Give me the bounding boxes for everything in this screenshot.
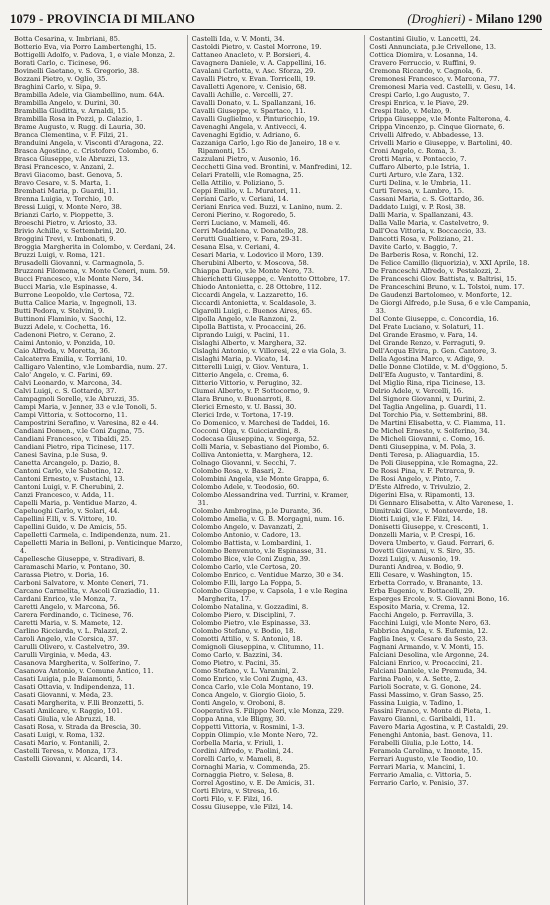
directory-entry: Candiani Domen., v.le Coni Zugna, 75. (14, 427, 145, 435)
directory-entry: De Gaudenzi Bartolomeo, v. Monforte, 12. (369, 291, 512, 299)
directory-entry: Dell'Efa Augusto, v. Tantardini, 8. (369, 371, 484, 379)
directory-entry: De Barberis Rosa, v. Ronchi, 12. (369, 251, 479, 259)
directory-entry: Brambilla Angelo, v. Durini, 30. (14, 99, 121, 107)
directory-entry: Colombini Angela, v.le Monte Grappa, 6. (191, 475, 330, 483)
directory-entry: Correl Agostino, v. E. De Amicis, 31. (191, 779, 315, 787)
directory-entry: Bottigelli Adolfo, v. Padova, 1, e viale Monza, 2. (14, 51, 176, 59)
directory-entry: De Poli Giuseppina, v.le Romagna, 22. (369, 459, 499, 467)
directory-entry: Bravi Giacomo, bast. Genova, 5. (14, 171, 123, 179)
directory-entry: Cipolla Angelo, v.le Ranzoni, 2. (191, 315, 297, 323)
directory-entry: Colombo Bice, v.le Coni Zugna, 39. (191, 555, 311, 563)
directory-entry: Cazzulani Pietro, v. Ausonio, 16. (191, 155, 301, 163)
directory-entry: Comignoli Giuseppina, v. Clitumno, 11. (191, 643, 324, 651)
directory-entry: Cattaneo Anacleto, v. P. Borsieri, 4. (191, 51, 311, 59)
directory-entry: Fassini Franco, v. Monte di Pieta, 1. (369, 707, 491, 715)
directory-entry: Ferrario Carlo, v. Penisio, 37. (369, 779, 469, 787)
directory-entry: Cecchetti Gina ved. Brontini, v. Manfredini, 12. (191, 163, 353, 171)
directory-entry: Della Agostina Marco, v. Adige, 9. (369, 355, 485, 363)
directory-entry: Erba Eugenio, v. Bottacelli, 29. (369, 587, 475, 595)
directory-entry: Cossu Giuseppe, v.le Filzi, 14. (191, 803, 293, 811)
directory-entry: Como Enrico, v.le Coni Zugna, 43. (191, 675, 308, 683)
directory-entry: Como Carlo, v. Bazzini, 34. (191, 651, 283, 659)
city-range: Milano 1290 (475, 12, 542, 26)
directory-entry: Cavalli Achille, c. Vercelli, 27. (191, 91, 293, 99)
directory-entry: Denti Giuseppina, v. M. Pola, 3. (369, 443, 476, 451)
directory-entry: Cavagnera Daniele, v. A. Cappellini, 16. (191, 59, 327, 67)
directory-entry: Caramaschi Mario, v. Pontano, 30. (14, 563, 131, 571)
directory-entry: Caio Alfreda, v. Moretta, 36. (14, 347, 111, 355)
directory-entry: Erbetta Corrado, v. Branante, 13. (369, 579, 483, 587)
directory-entry: Casati Giovanni, v. Meda, 23. (14, 691, 113, 699)
directory-entry: Ferabelli Giulia, p.le Lotto, 14. (369, 739, 474, 747)
directory-entry: Castoldi Pietro, v. Castel Morrone, 19. (191, 43, 322, 51)
directory-entry: Burrone Leopoldo, v.le Certosa, 72. (14, 291, 135, 299)
directory-entry: Bruzzoni Filomena, v. Monte Ceneri, num. 59. (14, 267, 170, 275)
directory-entry: Crespi Carlo, l.go Augusto, 7. (369, 91, 470, 99)
directory-entry: Colombo Benvenuto, v.le Espinasse, 31. (191, 547, 327, 555)
directory-entry: Cavalani Carlotta, v. Asc. Sforza, 29. (191, 67, 316, 75)
directory-entry: Brembati Maria, p. Guardi, 11. (14, 187, 119, 195)
directory-entry: Coppetti Vittoria, v. Rosmini, 1-3. (191, 723, 305, 731)
directory-entry: Cavalli Donato, v. L. Spallanzani, 16. (191, 99, 316, 107)
directory-entry: De Franceschini Bruno, v. L. Tolstoi, num. 17. (369, 283, 525, 291)
directory-entry: Canzi Francesco, v. Adda, 11. (14, 491, 114, 499)
directory-entry: Como Pietro, v. Pacini, 35. (191, 659, 281, 667)
directory-entry: Candiani Pietro, ripa Ticinese, 117. (14, 443, 135, 451)
directory-entry: Favaro Gianni, c. Garibaldi, 11. (369, 715, 476, 723)
directory-entry: Elli Cesare, v. Washington, 15. (369, 571, 473, 579)
directory-entry: Casati Giulia, v.le Abruzzi, 18. (14, 715, 116, 723)
directory-entry: Cazzaniga Carlo, l.go Rio de Janeiro, 18 e v. Ripamonti, 15. (191, 139, 341, 155)
directory-entry: Fassi Massimo, v. Gran Sasso, 25. (369, 691, 484, 699)
directory-entry: Brusadelli Giovanni, v. Carmagnola, 5. (14, 259, 145, 267)
directory-entry: Cooperativa S. Filippo Neri, v.le Monza, 229. (191, 707, 344, 715)
directory-entry: Dall'Oca Vittoria, v. Boccaccio, 33. (369, 227, 487, 235)
directory-entry: Colombo Adele, v. Teodosio, 60. (191, 483, 300, 491)
directory-entry: Ciccardi Angela, v. Lazzaretto, 16. (191, 291, 309, 299)
directory-entry: Curti Arturo, v.le Zara, 132. (369, 171, 464, 179)
directory-entry: Diotti Luigi, v.le F. Filzi, 14. (369, 515, 463, 523)
directory-entry: Crippa Giuseppe, v.le Monte Falterona, 4. (369, 115, 511, 123)
directory-entry: Cerri Maddalena, v. Donatello, 28. (191, 227, 309, 235)
directory-entry: Castelli Giovanni, v. Alcardi, 14. (14, 755, 123, 763)
directory-entry: Cherubini Alberto, v. Moscova, 58. (191, 259, 309, 267)
directory-entry: Corti Elvira, v. Stresa, 16. (191, 787, 280, 795)
directory-entry: Colombo Alessandrina ved. Turrini, v. Kramer, 31. (191, 491, 349, 507)
directory-entry: Colombo Pietro, v.le Espinasse, 33. (191, 619, 311, 627)
directory-entry: Del Grande Renzo, v. Ferraguti, 9. (369, 339, 486, 347)
directory-entry: Cantoni Ernesto, v. Fustachi, 13. (14, 475, 125, 483)
directory-entry: Canetta Arcangelo, p. Dazio, 8. (14, 459, 120, 467)
directory-entry: Ceppi Emilio, v. L. Muratori, 11. (191, 187, 301, 195)
directory-entry: Brambilla Rosa in Pozzi, p. Calazio, 1. (14, 115, 143, 123)
directory-entry: Falciani Desolina, v.le Argonne, 24. (369, 651, 489, 659)
directory-entry: Cislaghi Maria, p. Vicato, 14. (191, 355, 291, 363)
category-label: (Droghieri) (407, 12, 466, 26)
directory-entry: Capelli Maria, p. Ventidue Marzo, 4. (14, 499, 138, 507)
directory-entry: Facchini Luigi, v.le Monte Nero, 63. (369, 619, 491, 627)
directory-entry: Bucci Francesco, v.le Monte Nero, 34. (14, 275, 144, 283)
directory-entry: Corelli Carlo, v. Mameli, 8. (191, 755, 283, 763)
directory-entry: Campi Maria, v. Jenner, 33 e v.le Tonoli, 5. (14, 403, 157, 411)
directory-entry: Brasi Francesco, v. Anzani, 2. (14, 163, 115, 171)
directory-entry: Costantini Giulio, v. Lancetti, 24. (369, 35, 481, 43)
directory-entry: Carlino Ricciarda, v. L. Palazzi, 2. (14, 627, 128, 635)
directory-entry: Bozzani Pietro, v. Oglio, 35. (14, 75, 108, 83)
directory-entry: Butti Pedora, v. Stelvini, 9. (14, 307, 105, 315)
directory-entry: Di Gennaro Elisabetta, v. Alto Varenese, 1. (369, 499, 514, 507)
directory-entry: Carcano Carmelita, v. Ascoli Graziadio, 11. (14, 587, 160, 595)
directory-entry: De Franceschi Giov. Battista, v. Baltrisi, 15. (369, 275, 517, 283)
page-header (10, 9, 542, 30)
directory-entry: Bucci Maria, v.le Espinasse, 4. (14, 283, 118, 291)
directory-entry: Ciprando Luigi, v. Pacini, 11. (191, 331, 290, 339)
directory-entry: Bravo Cesare, v. S. Marta, 1. (14, 179, 112, 187)
directory-entry: Cesari Maria, v. Lodovico il Moro, 139. (191, 251, 324, 259)
directory-entry: Colombo Carlo, v.le Certosa, 20. (191, 563, 302, 571)
directory-entry: Botta Cesarina, v. Imbriani, 85. (14, 35, 120, 43)
directory-entry: Farina Paolo, v. A. Sette, 2. (369, 675, 461, 683)
column-1 (10, 35, 187, 905)
directory-entry: Cottica Diomira, v. Losanna, 14. (369, 51, 478, 59)
directory-entry: Cornaggia Pietro, v. Selesa, 8. (191, 771, 294, 779)
directory-entry: Capellini F.lli, v. S. Vittore, 10. (14, 515, 117, 523)
directory-entry: Del Grande Erasmo, v. Fara, 14. (369, 331, 478, 339)
directory-entry: Buzzi Adele, v. Cochetta, 16. (14, 323, 111, 331)
directory-entry: De Giorgi Alfredo, p.le Susa, 6 e v.le Campania, 33. (369, 299, 531, 315)
directory-entry: Bovinelli Gaetano, v. S. Gregorio, 38. (14, 67, 140, 75)
directory-entry: Denti Teresa, p. Aliaguardia, 15. (369, 451, 480, 459)
directory-entry: Faglia Ines, v. Cesare da Sesto, 23. (369, 635, 488, 643)
directory-entry: Casati Ottavia, v. Indipendenza, 11. (14, 683, 135, 691)
directory-entry: Del Frate Luciano, v. Solaturi, 11. (369, 323, 484, 331)
directory-entry: Cordini Alfredo, v. Paolini, 24. (191, 747, 294, 755)
directory-entry: Braghini Carlo, v. Sipa, 9. (14, 83, 101, 91)
directory-entry: Carera Ferdinando, c. Ticinese, 76. (14, 611, 134, 619)
directory-entry: Clerici Ernesto, v. U. Bassi, 30. (191, 403, 297, 411)
directory-entry: Capeluoghi Carlo, v. Solari, 44. (14, 507, 120, 515)
directory-entry: Caretti Angelo, v. Marcona, 56. (14, 603, 120, 611)
directory-entry: Colliva Antonietta, v. Marghera, 12. (191, 451, 313, 459)
directory-entry: Del Torchio Pia, v. Settembrini, 88. (369, 411, 488, 419)
directory-entry: Dalli Maria, v. Spallanzani, 43. (369, 211, 474, 219)
directory-entry: Conti Angelo, v. Oroboni, 8. (191, 699, 286, 707)
directory-entry: Brame Augusto, v. Rugg. di Lauria, 30. (14, 123, 146, 131)
directory-entry: De Rossi Pina, v. F. Petrarca, 9. (369, 467, 475, 475)
directory-entry: Calcaterra Emilia, v. Torriani, 10. (14, 355, 128, 363)
directory-entry: Colombo Enrico, c. Ventidue Marzo, 30 e 34. (191, 571, 344, 579)
directory-entry: Caroli Angelo, v.le Corsica, 37. (14, 635, 119, 643)
directory-entry: Coppa Anna, v.le Bligny, 30. (191, 715, 287, 723)
directory-entry: Brasca Agostino, c. Cristoforo Colombo, 6. (14, 147, 159, 155)
directory-entry: Colombo Giuseppe, v. Capsola, 1 e v.le Regina Margherita, 17. (191, 587, 348, 603)
directory-entry: Colombo F.lli, largo La Foppa, 5. (191, 579, 302, 587)
directory-entry: Carboni Salvatore, v. Monte Ceneri, 71. (14, 579, 149, 587)
header-separator: - (39, 12, 47, 26)
directory-entry: Calligaro Valentino, v.le Lombardia, num. 27. (14, 363, 168, 371)
directory-entry: Cavalli Giuseppe, v. Spartaco, 11. (191, 107, 306, 115)
directory-entry: Codecasa Giuseppina, v. Sogerga, 52. (191, 435, 320, 443)
directory-entry: Casati Mario, v. Fontanili, 2. (14, 739, 110, 747)
directory-entry: Crippa Vincenzo, p. Cinque Giornate, 6. (369, 123, 505, 131)
directory-entry: Citterio Vittorio, v. Perugino, 32. (191, 379, 303, 387)
province-title: PROVINCIA DI MILANO (46, 12, 196, 26)
directory-entry: Cravero Ferruccio, v. Ruffini, 9. (369, 59, 477, 67)
directory-entry: De Felice Camillo (liquorizia), v. XXI Aprile, 18. (369, 259, 530, 267)
directory-entry: Croni Angelo, c. Roma, 3. (369, 147, 457, 155)
directory-entry: Colombo Amelia, v. G. B. Morgagni, num. 16. (191, 515, 345, 523)
directory-entry: Cislaghi Alberto, v. Marghera, 32. (191, 339, 307, 347)
directory-entry: Del Taglia Angelina, p. Guardi, 11. (369, 403, 487, 411)
directory-entry: Campagnoli Sorelle, v.le Abruzzi, 35. (14, 395, 139, 403)
directory-entry: Delle Donne Clotilde, v. M. d'Oggiono, 5. (369, 363, 508, 371)
directory-entry: Ferrari Augusto, v.le Teodio, 10. (369, 755, 479, 763)
directory-entry: Ceroni Pierino, v. Rogoredo, 5. (191, 211, 296, 219)
directory-entry: Colombo Angelo, v. Davanzati, 2. (191, 523, 304, 531)
directory-entry: Caimi Antonio, v. Ponzida, 10. (14, 339, 116, 347)
directory-entry: Coppin Olimpio, v.le Monte Nero, 72. (191, 731, 318, 739)
directory-entry: Dovera Umberto, v. Gaud. Ferrari, 6. (369, 539, 495, 547)
directory-entry: Cavenaghi Egidio, v. Adriano, 6. (191, 131, 301, 139)
directory-entry: Castelli Teresa, v. Monza, 173. (14, 747, 118, 755)
directory-entry: Esperges Ercole, v. S. Giovanni Bono, 16. (369, 595, 510, 603)
directory-entry: Dozzi Luigi, v. Ausonio, 19. (369, 555, 461, 563)
directory-entry: Cigarolli Luigi, c. Buenos Aires, 65. (191, 307, 313, 315)
directory-entry: Cremonesi Maria ved. Castelli, v. Gesu, 14. (369, 83, 516, 91)
directory-entry: Botterio Eva, via Porro Lambertenghi, 15. (14, 43, 157, 51)
directory-entry: Campostrini Serafino, v. Varesina, 82 e 44. (14, 419, 159, 427)
directory-entry: Comotti Attilio, v. S. Antonio, 18. (191, 635, 303, 643)
listing-columns (10, 35, 542, 905)
directory-entry: Castelli Ida, v. V. Monti, 34. (191, 35, 285, 43)
directory-entry: De Franceschi Alfredo, v. Pestalozzi, 2. (369, 267, 502, 275)
directory-entry: Cremona Riccardo, v. Cagnola, 6. (369, 67, 483, 75)
directory-entry: Cavalli Guglielmo, v. Pinturicchio, 19. (191, 115, 320, 123)
directory-entry: Del Conte Giuseppe, c. Concordia, 16. (369, 315, 499, 323)
directory-entry: Crivelli Alfredo, v. Abbadesse, 13. (369, 131, 484, 139)
directory-entry: Dovetti Giovanni, v. S. Siro, 35. (369, 547, 476, 555)
directory-entry: Ciccardi Antonietta, v. Scaldasole, 3. (191, 299, 317, 307)
directory-entry: Capellini Guido, v. De Amicis, 55. (14, 523, 127, 531)
directory-entry: Brambilla Adele, via Giambellino, num. 64A. (14, 91, 165, 99)
page-number: 1079 (10, 12, 36, 26)
directory-entry: Ferrario Amalia, c. Vittoria, 5. (369, 771, 472, 779)
directory-entry: Celari Fratelli, v.le Romagna, 25. (191, 171, 304, 179)
directory-entry: Clerici Irde, v. Tortona, 17-19. (191, 411, 294, 419)
directory-entry: Conca Carlo, v.le Cola Montano, 19. (191, 683, 314, 691)
directory-entry: Colombo Antonio, v. Cadore, 13. (191, 531, 302, 539)
directory-entry: D'Este Alfredo, v. Trivulzio, 2. (369, 483, 471, 491)
directory-entry: Colnago Giovanni, v. Secchi, 7. (191, 459, 297, 467)
directory-entry: Costi Annunciata, p.le Crivellone, 13. (369, 43, 496, 51)
directory-entry: De Michel Ernesto, v. Solferino, 34. (369, 427, 490, 435)
directory-entry: Broeschi Pietro, v. Ariosto, 33. (14, 219, 118, 227)
directory-entry: Facchi Angelo, p. Ferravilla, 3. (369, 611, 474, 619)
directory-entry: Curti Delina, v. le Umbria, 11. (369, 179, 471, 187)
column-3 (364, 35, 542, 905)
directory-entry: Citterelli Luigi, v. Giov. Ventura, 1. (191, 363, 309, 371)
directory-entry: Crespi Enrica, v. le Piave, 29. (369, 99, 469, 107)
directory-entry: Colombo Piero, v. Disciplini, 7. (191, 611, 296, 619)
directory-entry: Davite Carlo, v. Baggio, 7. (369, 243, 458, 251)
directory-entry: Broggia Margherita in Colombo, v. Cerdani, 24. (14, 243, 176, 251)
directory-entry: Cuffaro Alberto, p.le Istria, 1. (369, 163, 470, 171)
directory-entry: De Micheli Giovanni, c. Como, 16. (369, 435, 485, 443)
directory-entry: Butta Calice Maria, v. Ingegnoli, 13. (14, 299, 137, 307)
directory-entry: Capelletti Maria in Belloni, p. Venticinque Marzo, 4. (14, 539, 183, 555)
directory-entry: Broggini Trevi, v. Imbonati, 9. (14, 235, 116, 243)
directory-entry: Branduini Angela, v. Visconti d'Aragona, 22. (14, 139, 164, 147)
directory-entry: Cantoni Carlo, v.le Sabotino, 12. (14, 467, 124, 475)
directory-entry: Cardani Enrico, v.le Monza, 7. (14, 595, 117, 603)
directory-entry: Bruzzi Luigi, v. Roma, 121. (14, 251, 106, 259)
directory-entry: Clara Bruno, v. Buonarroti, 8. (191, 395, 292, 403)
directory-entry: Chiodo Antonietta, c. 28 Ottobre, 112. (191, 283, 322, 291)
directory-entry: Farioli Socrate, v. G. Gonone, 24. (369, 683, 482, 691)
directory-entry: Corti Filo, v. F. Filzi, 16. (191, 795, 273, 803)
directory-entry: Fagnani Armando, v. V. Monti, 15. (369, 643, 484, 651)
directory-entry: Del Miglio Rina, ripa Ticinese, 13. (369, 379, 486, 387)
directory-entry: Calvi Luigi, c. S. Gottardo, 37. (14, 387, 117, 395)
directory-entry: Cislaghi Antonio, v. Villoresi, 22 e via Gola, 3. (191, 347, 347, 355)
directory-entry: Casanova Margherita, v. Solferino, 7. (14, 659, 141, 667)
directory-entry: Canesi Savina, p.le Susa, 9. (14, 451, 108, 459)
directory-entry: Ciumei Alberto, v. P. Sottocorno, 9. (191, 387, 310, 395)
directory-entry: Cavalletti Agenore, v. Cenisio, 68. (191, 83, 307, 91)
header-separator-right: - (468, 12, 476, 26)
directory-entry: Casati Rosa, v. Strada da Brescia, 30. (14, 723, 141, 731)
directory-entry: Ferrari Maria, v. Mancini, 1. (369, 763, 466, 771)
directory-entry: Carulli Olivero, v. Castelvetro, 39. (14, 643, 130, 651)
directory-entry: Esposito Maria, v. Crema, 12. (369, 603, 470, 611)
directory-entry: Dimitraki Giov., v. Monteverde, 18. (369, 507, 488, 515)
directory-entry: Brivio Achille, v. Settembrini, 20. (14, 227, 127, 235)
directory-entry: Digerini Elsa, v. Ripamonti, 13. (369, 491, 475, 499)
directory-entry: Cesana Elsa, v. Ceriani, 4. (191, 243, 280, 251)
directory-entry: Capelletti Carmela, c. Indipendenza, num. 21. (14, 531, 171, 539)
header-left (10, 12, 195, 27)
directory-entry: Cassani Maria, c. S. Gottardo, 36. (369, 195, 484, 203)
directory-entry: Crespi Italo, v. Melzo, 9. (369, 107, 452, 115)
directory-entry: Casati Luigia, p.le Baiamonti, 5. (14, 675, 123, 683)
directory-entry: Del Signore Giovanni, v. Durini, 2. (369, 395, 486, 403)
directory-entry: Como Stefano, v. L. Varanini, 2. (191, 667, 299, 675)
directory-entry: De Martini Elisabetta, v. C. Fiamma, 11. (369, 419, 506, 427)
directory-entry: Curti Teresa, v. Lambro, 15. (369, 187, 465, 195)
directory-entry: Co Domenico, v. Marchesi de Taddei, 16. (191, 419, 330, 427)
directory-entry: Cavalli Pietro, v. Evan. Torricelli, 19. (191, 75, 316, 83)
directory-entry: Branca Clementina, v. F. Filzi, 21. (14, 131, 129, 139)
directory-entry: Crivelli Mario e Giuseppe, v. Bartolini, 40. (369, 139, 513, 147)
directory-entry: Capellesche Giuseppe, v. Stradivari, 8. (14, 555, 145, 563)
directory-entry: Cantoni Luigi, v. F. Cherubini, 2. (14, 483, 124, 491)
column-2 (187, 35, 365, 905)
directory-entry: Corbella Maria, v. Friuli, 1. (191, 739, 284, 747)
directory-entry: Donzelli Maria, v. P. Crespi, 16. (369, 531, 476, 539)
directory-entry: Bressi Luigi, v. Monte Nero, 38. (14, 203, 122, 211)
directory-entry: Fabbrica Angela, v. S. Eufemia, 12. (369, 627, 488, 635)
directory-entry: Favero Maria Agostina, v. P. Castaldi, 29. (369, 723, 509, 731)
directory-entry: Borati Carlo, c. Ticinese, 96. (14, 59, 111, 67)
directory-entry: Cavenaghi Angela, v. Antivecci, 4. (191, 123, 307, 131)
directory-entry: Ceriani Carlo, v. Ceriani, 14. (191, 195, 289, 203)
directory-entry: Cerri Luciano, v. Mameli, 46. (191, 219, 291, 227)
directory-entry: Cella Attilio, v. Poliziano, 5. (191, 179, 285, 187)
directory-entry: Duranti Andrea, v. Bodio, 9. (369, 563, 464, 571)
directory-entry: Colombo Stefano, v. Bodio, 18. (191, 627, 296, 635)
directory-entry: Cocconi Olga, v. Guicciardini, 8. (191, 427, 301, 435)
directory-entry: Donisetti Giuseppe, v. Crescenti, 1. (369, 523, 489, 531)
directory-entry: Ceriani Enrica ved. Buzzi, v. Lanino, num. 2. (191, 203, 343, 211)
directory-entry: Carulli Virginia, v. Meda, 43. (14, 651, 112, 659)
directory-entry: Conca Angelo, v. Giorgio Gioio, 5. (191, 691, 306, 699)
directory-entry: Cadenoni Pietro, v. Cerano, 2. (14, 331, 116, 339)
directory-entry: Colombo Battista, v. Lombardini, 1. (191, 539, 312, 547)
directory-entry: Casanova Antonio, v. Comune Antico, 11. (14, 667, 154, 675)
directory-entry: Chierichetti Giuseppe, c. Ventotto Ottobre, 17. (191, 275, 351, 283)
directory-entry: Chiappa Dario, v.le Monte Nero, 73. (191, 267, 315, 275)
directory-entry: Falciani Daniele, v.le Premuda, 34. (369, 667, 487, 675)
directory-entry: Carassa Pietro, v. Doria, 16. (14, 571, 109, 579)
directory-entry: Feramola Carolina, v. Imonte, 15. (369, 747, 483, 755)
directory-entry: Cremonesi Francesco, v. Marcona, 77. (369, 75, 500, 83)
directory-entry: Colombo Rosa, v. Basari, 2. (191, 467, 285, 475)
directory-entry: Calvi Leonardo, v. Marcona, 34. (14, 379, 122, 387)
directory-entry: Cerutti Gualtiero, v. Fara, 29-31. (191, 235, 303, 243)
directory-entry: Cipolla Battista, v. Procaccini, 26. (191, 323, 307, 331)
directory-entry: Casati Luigi, v. Roma, 132. (14, 731, 105, 739)
directory-entry: Brianzi Carlo, v. Pioppette, 3. (14, 211, 114, 219)
directory-entry: Casati Margherita, v. F.lli Bronzetti, 5. (14, 699, 144, 707)
directory-entry: Brenna Luigia, v. Torchio, 10. (14, 195, 114, 203)
directory-entry: Fenenghi Antonia, bast. Genova, 11. (369, 731, 493, 739)
directory-entry: Dancotti Rosa, v. Poliziano, 21. (369, 235, 474, 243)
directory-entry: Cornaghi Maria, v. Commenda, 25. (191, 763, 311, 771)
directory-entry: Dell'Acqua Elvira, p. Gen. Cantore, 3. (369, 347, 497, 355)
directory-entry: Candiani Francesco, v. Tibaldi, 25. (14, 435, 132, 443)
directory-entry: Colombo Ambrogina, p.le Durante, 36. (191, 507, 323, 515)
directory-entry: Dalla Valle Maria, v. Castelvetro, 9. (369, 219, 489, 227)
header-right (407, 12, 542, 27)
directory-entry: Colombo Natalina, v. Gozzadini, 8. (191, 603, 309, 611)
directory-entry: Campi Vittoria, v. Sottocorno, 11. (14, 411, 128, 419)
directory-entry: Delrio Adele, v. Vercelli, 16. (369, 387, 464, 395)
directory-entry: Fassina Luigia, v. Tadino, 1. (369, 699, 464, 707)
directory-entry: Crotti Maria, v. Pontaccio, 7. (369, 155, 467, 163)
directory-entry: Buttinoni Flaminio, v. Sacchi, 12. (14, 315, 127, 323)
directory-entry: Calo' Angelo, v. C. Farini, 69. (14, 371, 113, 379)
directory-entry: Daddato Luigi, v. P. Rosi, 38. (369, 203, 466, 211)
directory-entry: Brasca Giuseppe, v.le Abruzzi, 13. (14, 155, 130, 163)
directory-entry: Colli Maria, v. Sebastiano del Piombo, 6. (191, 443, 329, 451)
directory-entry: Citterio Angela, c. Crema, 6. (191, 371, 289, 379)
directory-entry: Casati Amilcare, v. Raggio, 101. (14, 707, 123, 715)
directory-entry: Brambilla Giuditta, v. Arnaldi, 15. (14, 107, 129, 115)
directory-entry: Falciani Enrico, v. Procaccini, 21. (369, 659, 483, 667)
directory-entry: De Rosi Angelo, v. Pinto, 7. (369, 475, 461, 483)
directory-entry: Caretti Maria, v. S. Mamete, 12. (14, 619, 123, 627)
